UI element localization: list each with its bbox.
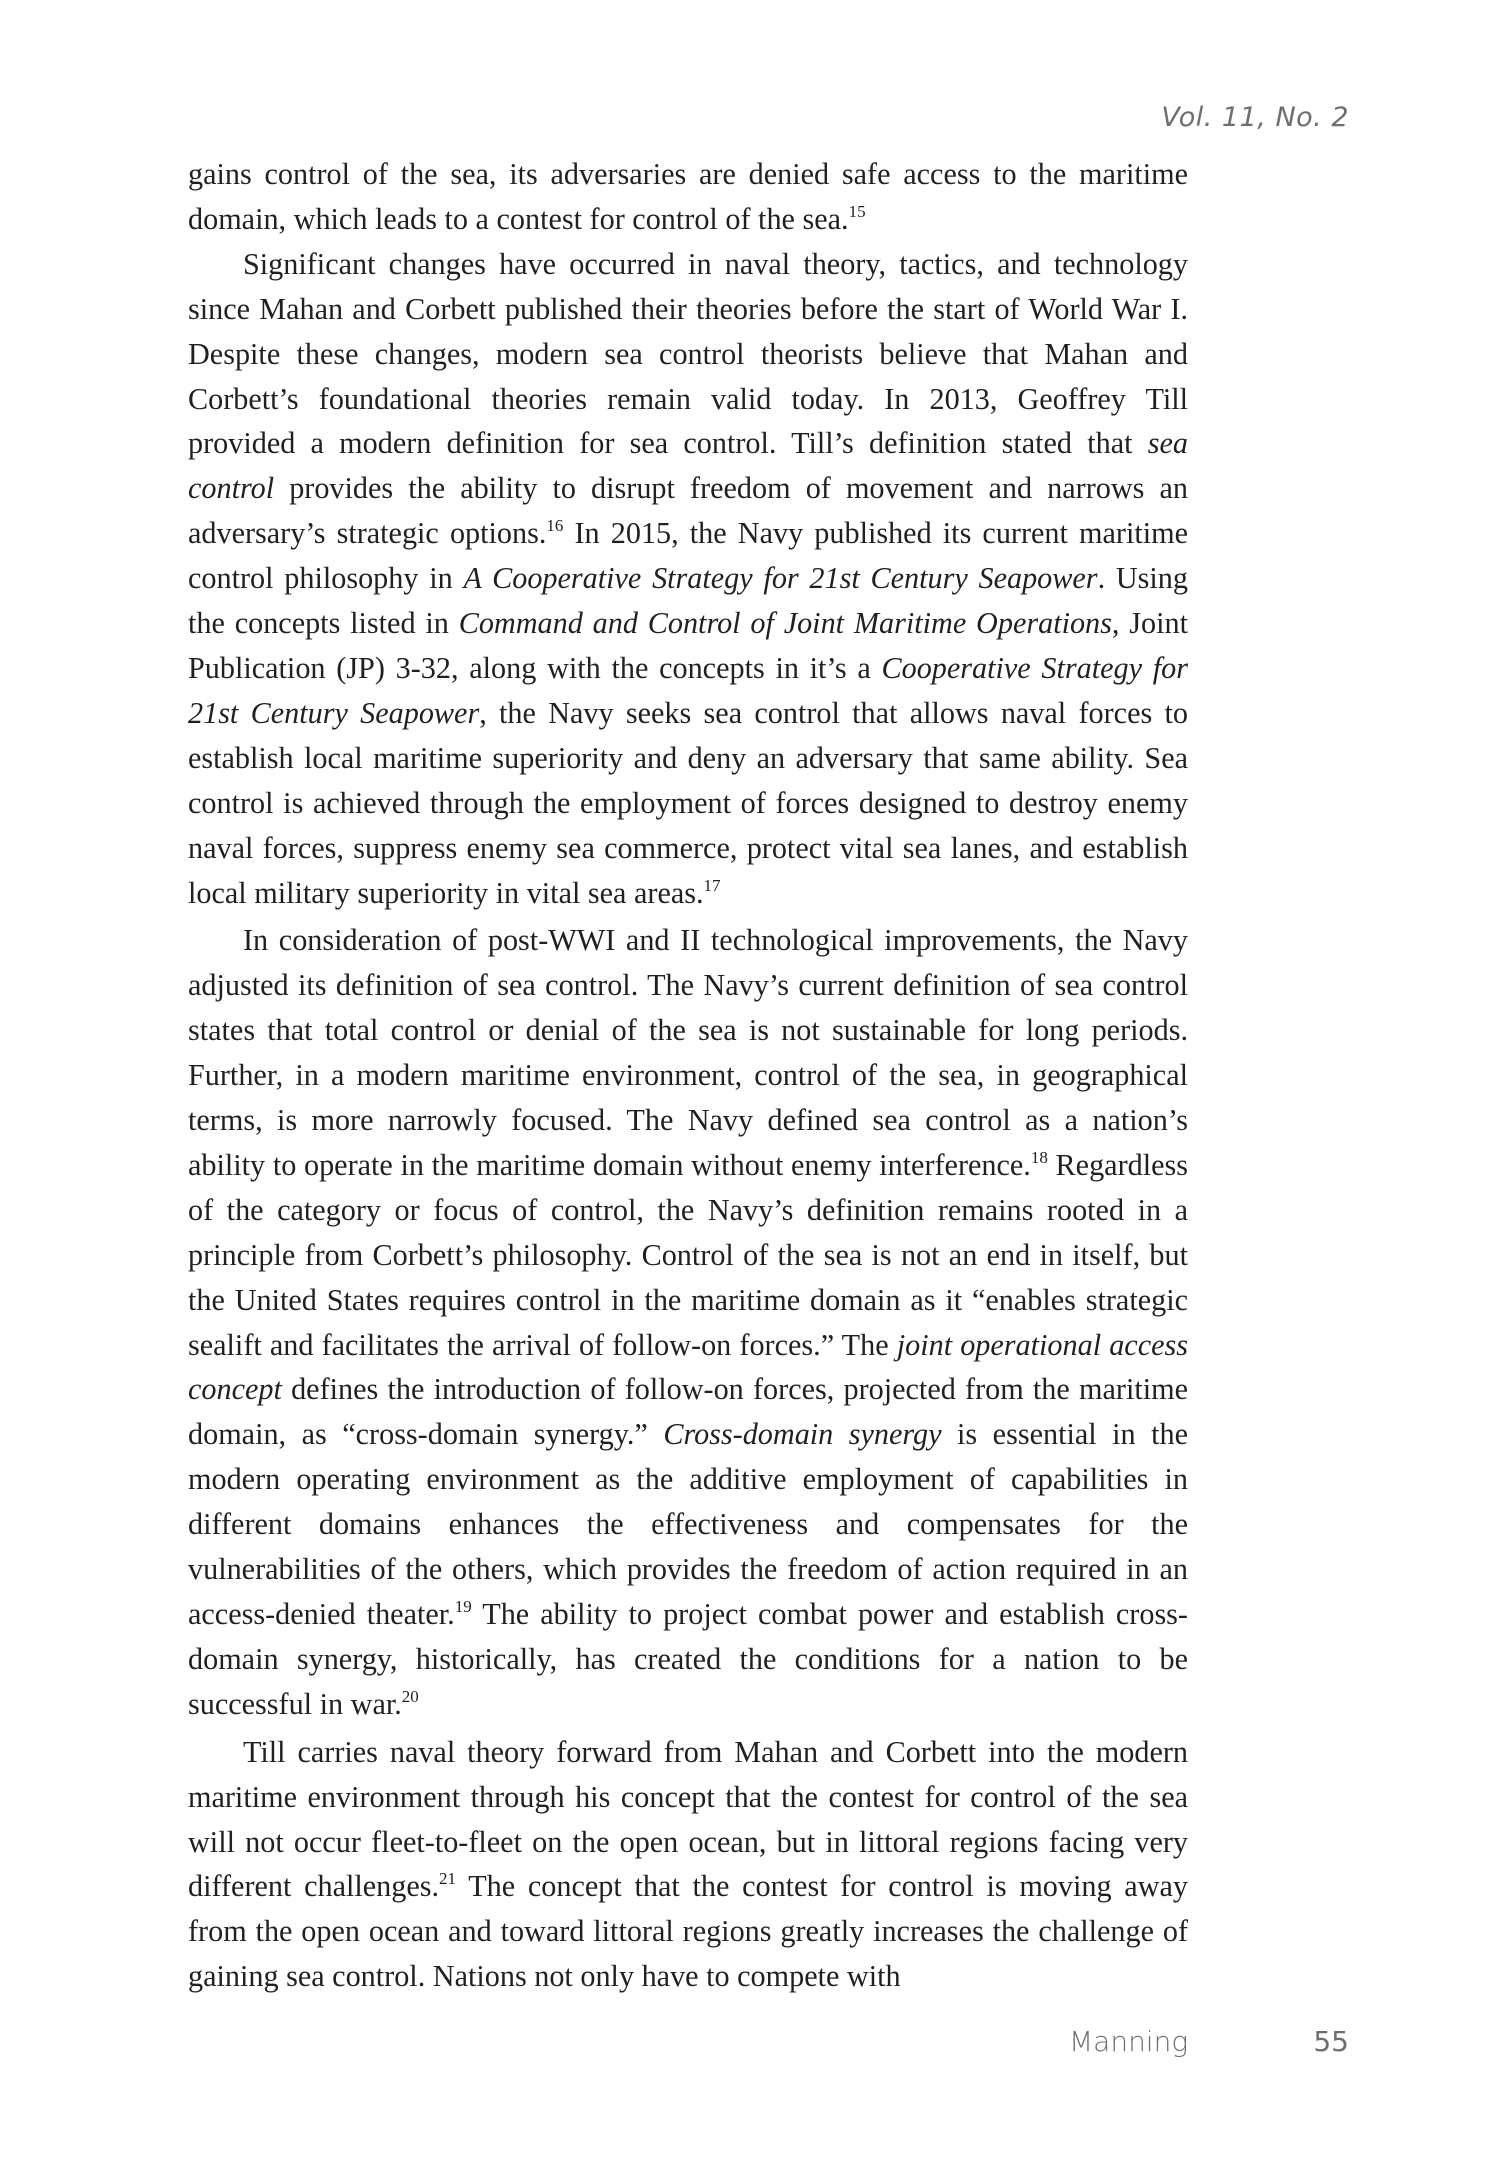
italic-term: Command and Control of Joint Maritime Operations (458, 606, 1112, 641)
text-run: , the Navy seeks sea control that allows naval forces to establish local maritime superiority and deny an adversary that same ability. Sea control is achieved through the employment of forces designed to destroy enemy naval forces, suppress enemy sea commerce, protect vital sea lanes, and establish local military superiority in vital sea areas. (188, 695, 1188, 910)
text-run: defines the introduction of follow-on forces, projected from the maritime domain, as “cross-domain synergy.” (188, 1372, 1188, 1452)
footnote-ref: 18 (1030, 1147, 1048, 1167)
text-run: The concept that the contest for control is moving away from the open ocean and toward littoral regions greatly increases the challenge of gaining sea control. Nations not only have to compete with (188, 1869, 1188, 1994)
paragraph-2 (188, 242, 1188, 916)
paragraph-1 (188, 152, 1188, 242)
paragraph-4 (188, 1730, 1188, 1999)
text-run: is essential in the modern operating environment as the additive employment of capabilities in different domains enhances the effectiveness and compensates for the vulnerabilities of the others, which provides the freedom of action required in an access-denied theater. (188, 1417, 1188, 1631)
footnote-ref: 17 (703, 875, 721, 895)
text-run: In 2015, the Navy published its current maritime control philosophy in (188, 516, 1188, 596)
footer-author-name: Manning (1069, 2025, 1189, 2058)
footnote-ref: 19 (454, 1597, 472, 1616)
text-run: The ability to project combat power and establish cross-domain synergy, historically, has created the conditions for a nation to be successful in war. (188, 1597, 1188, 1721)
italic-term: Cross-domain synergy (663, 1417, 942, 1452)
text-run: Regardless of the category or focus of control, the Navy’s definition remains rooted in a principle from Corbett’s philosophy. Control of the sea is not an end in itself, but the United States requires control in the maritime domain as it “enables strategic sealift and facilitates the arrival of follow-on forces.” The (188, 1147, 1188, 1362)
footnote-ref: 16 (546, 516, 564, 536)
text-run: Till carries naval theory forward from Mahan and Corbett into the modern maritime environment through his concept that the contest for control of the sea will not occur fleet-to-fleet on the open ocean, but in littoral regions facing very different challenges. (188, 1734, 1188, 1904)
footnote-ref: 20 (401, 1686, 419, 1706)
text-run: gains control of the sea, its adversaries are denied safe access to the maritime domain, which leads to a contest for control of the sea. (188, 157, 1188, 236)
text-run: Significant changes have occurred in naval theory, tactics, and technology since Mahan and Corbett published their theories before the start of World War I. Despite these changes, modern sea control theorists believe that Mahan and Corbett’s foundational theories remain valid today. In 2013, Geoffrey Till provided a modern definition for sea control. Till’s definition stated that (188, 246, 1188, 461)
footnote-ref: 21 (439, 1869, 457, 1889)
text-run: In consideration of post-WWI and II technological improvements, the Navy adjusted its definition of sea control. The Navy’s current definition of sea control states that total control or denial of the sea is not sustainable for long periods. Further, in a modern maritime environment, control of the sea, in geographical terms, is more narrowly focused. The Navy defined sea control as a nation’s ability to operate in the maritime domain without enemy interference. (188, 923, 1188, 1182)
footnote-ref: 15 (848, 201, 866, 221)
paragraph-3 (188, 918, 1188, 1726)
page-number: 55 (1313, 2025, 1349, 2058)
italic-term: joint operational access concept (188, 1327, 1188, 1407)
text-run: , Joint Publication (JP) 3-32, along with the concepts in it’s a (188, 606, 1188, 685)
italic-term: sea control (188, 426, 1188, 506)
text-run: . Using the concepts listed in (188, 561, 1188, 641)
article-body (188, 152, 1188, 1999)
italic-term: Cooperative Strategy for 21st Century Seapower (188, 650, 1189, 730)
running-header-volume: Vol. 11, No. 2 (1161, 102, 1349, 133)
text-run: provides the ability to disrupt freedom of movement and narrows an adversary’s strategic options. (188, 471, 1188, 551)
italic-term: A Cooperative Strategy for 21st Century Seapower (463, 561, 1098, 596)
